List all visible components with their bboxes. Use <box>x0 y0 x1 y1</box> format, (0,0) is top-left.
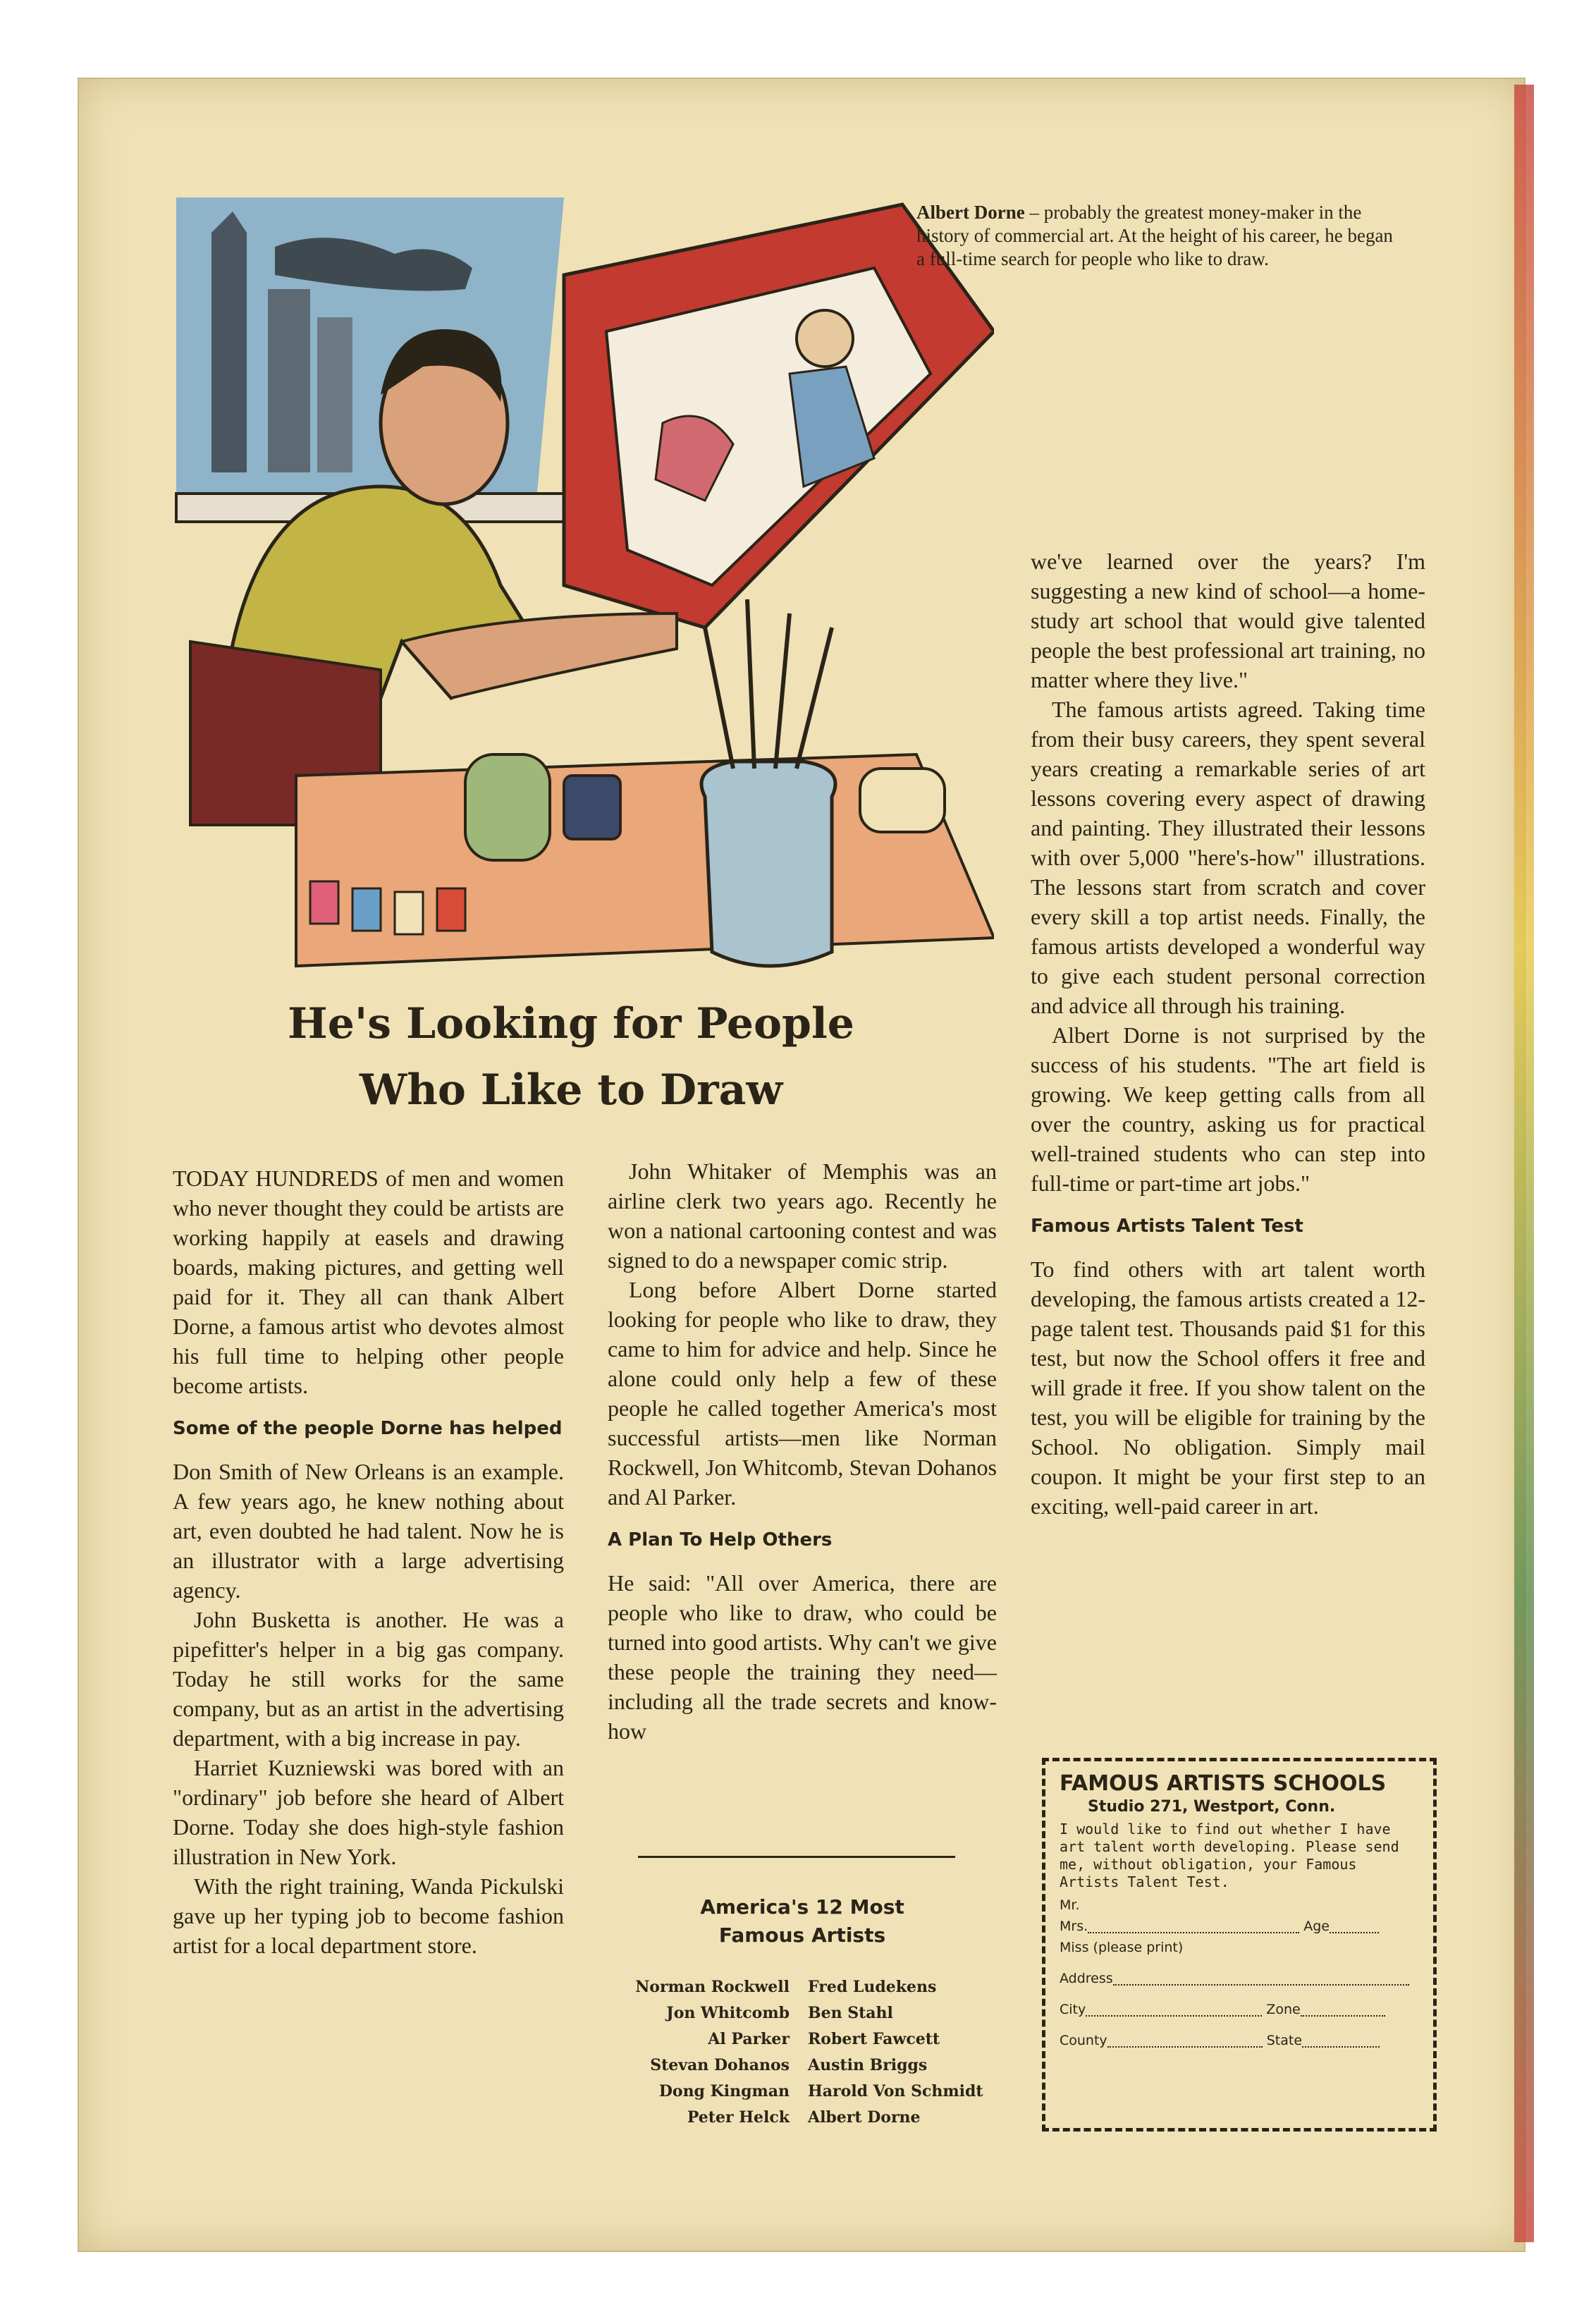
paragraph: Harriet Kuzniewski was bored with an "ordinary" job before she heard of Albert Dorne. Today she does high-style fashion illustration in New York. <box>173 1755 564 1869</box>
caption-text: – probably the greatest money-maker in the history of commercial art. At the height of his career, he began a full-time search for people who like to draw. <box>916 202 1393 269</box>
paragraph: John Whitaker of Memphis was an airline clerk two years ago. Recently he won a national cartooning contest and was signed to do a newspaper comic strip. <box>608 1158 997 1273</box>
artist-name: Albert Dorne <box>808 2108 921 2127</box>
subhead-plan: A Plan To Help Others <box>608 1529 833 1551</box>
paragraph: Albert Dorne is not surprised by the success of his students. "The art field is growing. We keep getting calls from all over the country, asking us for practical well-trained students who can step into full-time or part-time art jobs." <box>1031 1022 1425 1196</box>
column-3 <box>1031 546 1425 1521</box>
artist-row <box>608 2053 1017 2079</box>
artist-name: Jon Whitcomb <box>666 2004 790 2022</box>
subhead-people-helped: Some of the people Dorne has helped <box>173 1418 563 1439</box>
artist-name: Norman Rockwell <box>635 1978 790 1996</box>
label-please-print: (please print) <box>1093 1940 1184 1955</box>
field-address[interactable] <box>1060 1971 1419 1986</box>
label-city: City <box>1060 2002 1086 2017</box>
artist-name: Harold Von Schmidt <box>808 2082 983 2100</box>
field-miss[interactable] <box>1060 1940 1419 1955</box>
caption-name: Albert Dorne <box>916 202 1025 223</box>
column-1 <box>173 1163 564 1960</box>
artist-row <box>608 2000 1017 2026</box>
artist-name: Al Parker <box>708 2030 790 2048</box>
field-mrs[interactable] <box>1060 1919 1419 1933</box>
paragraph: John Busketta is another. He was a pipefitter's helper in a big gas company. Today he still works for the same company, but as an artist in the advertising department, with a big increase in pay. <box>173 1607 564 1751</box>
label-miss: Miss <box>1060 1940 1089 1955</box>
field-city-zone[interactable] <box>1060 2002 1419 2017</box>
paragraph: To find others with art talent worth developing, the famous artists created a 12-page talent test. Thousands paid $1 for this test, but now the School offers it free and will grade it free. If you show talent on the test, you will be eligible for training by the School. No obligation. Simply mail coupon. It might be your first step to an exciting, well-paid career in art. <box>1031 1256 1425 1519</box>
famous-title-line-1: America's 12 Most <box>700 1895 904 1919</box>
field-county-state[interactable] <box>1060 2034 1419 2048</box>
artist-row <box>608 2079 1017 2105</box>
paragraph: With the right training, Wanda Pickulski gave up her typing job to become fashion artist for a local department store. <box>173 1873 564 1958</box>
headline-line-1: He's Looking for People <box>288 999 854 1048</box>
illustration-caption <box>916 201 1396 271</box>
famous-artists-title <box>608 1893 997 1950</box>
artist-illustration <box>169 190 994 987</box>
artist-name: Robert Fawcett <box>808 2030 940 2048</box>
artist-name: Dong Kingman <box>658 2082 790 2100</box>
subhead-talent-test: Famous Artists Talent Test <box>1031 1216 1303 1237</box>
paragraph: we've learned over the years? I'm suggesting a new kind of school—a home-study art school that would give talented people the best professional art training, no matter where they live." <box>1031 549 1425 692</box>
label-mr: Mr. <box>1060 1897 1080 1913</box>
artist-row <box>608 2026 1017 2053</box>
label-address: Address <box>1060 1971 1113 1986</box>
label-zone: Zone <box>1266 2002 1301 2017</box>
coupon-studio: Studio 271, Westport, Conn. <box>1088 1798 1336 1816</box>
artist-names-list <box>608 1974 1017 2131</box>
artist-name: Fred Ludekens <box>808 1978 937 1996</box>
label-state: State <box>1266 2033 1303 2048</box>
famous-title-line-2: Famous Artists <box>718 1924 886 1947</box>
label-mrs: Mrs. <box>1060 1919 1088 1934</box>
paragraph: The famous artists agreed. Taking time from their busy careers, they spent several years creating a remarkable series of art lessons covering every aspect of drawing and painting. They illustrated their lessons with over 5,000 "here's-how" illustrations. The lessons start from scratch and cover every skill a top artist needs. Finally, the famous artists developed a wonderful way to give each student personal correction and advice all through his training. <box>1031 697 1425 1018</box>
field-mr[interactable] <box>1060 1898 1419 1912</box>
label-age: Age <box>1303 1919 1330 1934</box>
artist-row <box>608 2105 1017 2131</box>
headline-line-2: Who Like to Draw <box>359 1065 783 1115</box>
paragraph: Don Smith of New Orleans is an example. A few years ago, he knew nothing about art, even doubted he had talent. Now he is an illustrator with a large advertising agency. <box>173 1459 564 1603</box>
artist-row <box>608 1974 1017 2000</box>
column-2 <box>608 1156 997 1746</box>
headline <box>197 991 945 1123</box>
artist-name: Ben Stahl <box>808 2004 893 2022</box>
coupon-title: FAMOUS ARTISTS SCHOOLS <box>1060 1771 1387 1796</box>
divider <box>638 1856 955 1858</box>
coupon-body: I would like to find out whether I have art talent worth developing. Please send me, without obligation, your Famous Artists Talent Test. <box>1060 1821 1399 1890</box>
intro-paragraph: TODAY HUNDREDS of men and women who never thought they could be artists are working happily at easels and drawing boards, making pictures, and getting well paid for it. They all can thank Albert Dorne, a famous artist who devotes almost his full time to helping other people become artists. <box>173 1166 564 1398</box>
cover-edge <box>1514 85 1534 2242</box>
paragraph: Long before Albert Dorne started looking for people who like to draw, they came to him for advice and help. Since he alone could only help a few of these people he called together America's most successful artists—men like Norman Rockwell, Jon Whitcomb, Stevan Dohanos and Al Parker. <box>608 1277 997 1510</box>
mail-coupon[interactable] <box>1042 1758 1437 2132</box>
artist-name: Peter Helck <box>687 2108 790 2127</box>
paragraph: He said: "All over America, there are people who like to draw, who could be turned into good artists. Why can't we give these people the training they need—including all the trade secrets and know-how <box>608 1570 997 1744</box>
artist-name: Stevan Dohanos <box>650 2056 790 2074</box>
artist-name: Austin Briggs <box>808 2056 928 2074</box>
label-county: County <box>1060 2033 1107 2048</box>
